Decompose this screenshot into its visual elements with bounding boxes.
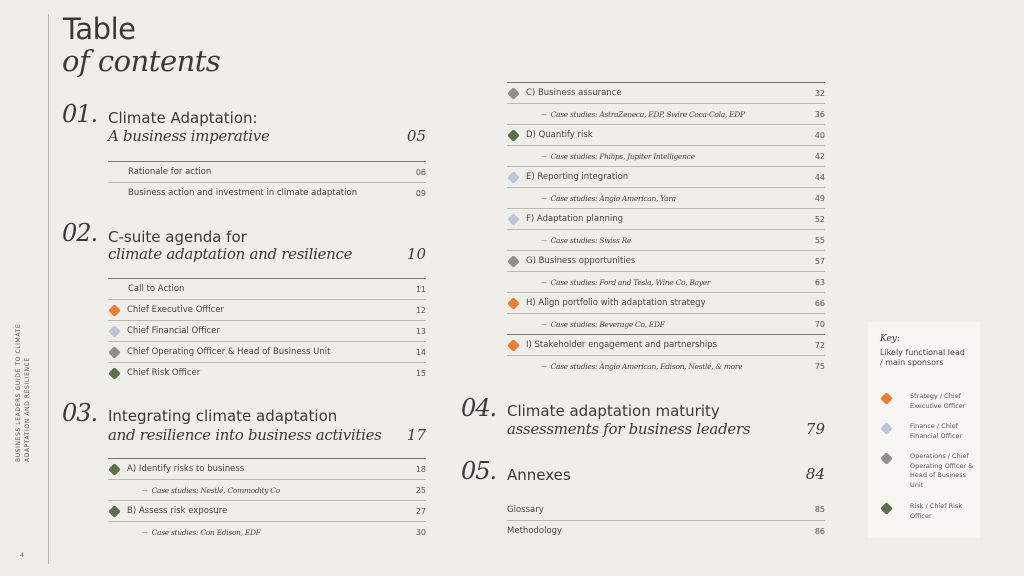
toc-entry[interactable]: C) Business assurance 32 [507, 82, 825, 103]
section-number: 02. [62, 219, 98, 247]
section-03-list [108, 458, 426, 542]
arrow-icon: → [541, 362, 547, 371]
toc-entry[interactable]: Rationale for action 06 [108, 161, 426, 182]
cro-diamond-icon [880, 502, 893, 515]
arrow-icon: → [142, 528, 148, 537]
key-subtitle: Likely functional lead / main sponsors [880, 348, 965, 367]
arrow-icon: → [541, 152, 547, 161]
section-page: 79 [805, 420, 825, 438]
toc-entry[interactable]: → Case studies: Ford and Tesla, Wine Co, Bayer 63 [507, 271, 825, 292]
ceo-diamond-icon [507, 339, 520, 352]
toc-entry[interactable]: Business action and investment in climate adaptation 09 [108, 182, 426, 203]
toc-entry[interactable]: B) Assess risk exposure 27 [108, 500, 426, 521]
section-page: 17 [406, 426, 426, 444]
page-title-line1: Table [63, 12, 136, 46]
coo-diamond-icon [880, 452, 893, 465]
arrow-icon: → [541, 194, 547, 203]
ceo-diamond-icon [108, 304, 121, 317]
section-page: 10 [406, 245, 426, 263]
section-03-continued-list [507, 82, 825, 376]
toc-entry[interactable]: Chief Operating Officer & Head of Business Unit 14 [108, 341, 426, 362]
toc-entry[interactable]: Chief Executive Officer 12 [108, 299, 426, 320]
section-03-heading[interactable] [62, 399, 428, 449]
toc-entry[interactable]: Chief Risk Officer 15 [108, 362, 426, 383]
section-number: 05. [461, 457, 497, 485]
toc-entry[interactable]: → Case studies: Anglo American, Yara 49 [507, 187, 825, 208]
toc-entry[interactable]: → Case studies: Con Edison, EDF 30 [108, 521, 426, 542]
ceo-diamond-icon [880, 392, 893, 405]
cro-diamond-icon [108, 367, 121, 380]
coo-diamond-icon [507, 87, 520, 100]
toc-entry[interactable]: → Case studies: Beverage Co, EDF 70 [507, 313, 825, 334]
toc-entry[interactable]: F) Adaptation planning 52 [507, 208, 825, 229]
section-title-line2: A business imperative [108, 127, 270, 145]
section-01-heading[interactable] [62, 100, 428, 145]
arrow-icon: → [541, 320, 547, 329]
page-number: 4 [20, 552, 24, 559]
toc-entry[interactable]: D) Quantify risk 40 [507, 124, 825, 145]
section-title-line1: Climate Adaptation: [108, 109, 258, 127]
section-title-line1: Integrating climate adaptation [108, 407, 338, 425]
toc-entry[interactable]: Methodology 86 [507, 520, 825, 541]
section-page: 05 [406, 127, 426, 145]
section-title-line1: C-suite agenda for [108, 228, 247, 246]
cfo-diamond-icon [507, 213, 520, 226]
arrow-icon: → [541, 110, 547, 119]
toc-entry[interactable]: Chief Financial Officer 13 [108, 320, 426, 341]
section-title-line2: and resilience into business activities [108, 426, 382, 444]
cro-diamond-icon [108, 505, 121, 518]
toc-entry[interactable]: → Case studies: AstraZeneca, EDP, Swire Coca-Cola, EDP 36 [507, 103, 825, 124]
arrow-icon: → [541, 278, 547, 287]
cfo-diamond-icon [507, 171, 520, 184]
section-04-heading[interactable] [461, 394, 827, 444]
toc-entry[interactable]: G) Business opportunities 57 [507, 250, 825, 271]
ceo-diamond-icon [507, 297, 520, 310]
section-title-line2: climate adaptation and resilience [108, 245, 353, 263]
toc-entry[interactable]: A) Identify risks to business 18 [108, 458, 426, 479]
toc-entry[interactable]: → Case studies: Philips, Jupiter Intelligence 42 [507, 145, 825, 166]
toc-entry[interactable]: H) Align portfolio with adaptation strategy 66 [507, 292, 825, 313]
key-item-operations: Operations / Chief Operating Officer & Head of Business Unit [880, 452, 975, 492]
section-title-line1: Annexes [507, 466, 571, 484]
toc-entry[interactable]: → Case studies: Swiss Re 55 [507, 229, 825, 250]
key-item-risk: Risk / Chief Risk Officer [880, 502, 975, 524]
section-05-heading[interactable] [461, 457, 827, 487]
section-number: 01. [62, 100, 98, 128]
key-title: Key: [880, 334, 900, 344]
toc-entry[interactable]: E) Reporting integration 44 [507, 166, 825, 187]
section-number: 04. [461, 394, 497, 422]
page-title-line2: of contents [62, 44, 221, 78]
vertical-running-title: BUSINESS LEADERS GUIDE TO CLIMATE ADAPTATION AND RESILIENCE [15, 323, 31, 462]
toc-entry[interactable]: Call to Action 11 [108, 278, 426, 299]
toc-entry[interactable]: I) Stakeholder engagement and partnerships 72 [507, 334, 825, 355]
sponsor-key-panel [868, 322, 980, 538]
section-02-heading[interactable] [62, 219, 428, 269]
cro-diamond-icon [108, 463, 121, 476]
section-02-list [108, 278, 426, 383]
cfo-diamond-icon [108, 325, 121, 338]
key-item-finance: Finance / Chief Financial Officer [880, 422, 975, 444]
section-title-line2: assessments for business leaders [507, 420, 751, 438]
key-item-strategy: Strategy / Chief Executive Officer [880, 392, 975, 414]
cfo-diamond-icon [880, 422, 893, 435]
cro-diamond-icon [507, 129, 520, 142]
arrow-icon: → [541, 236, 547, 245]
section-title-line1: Climate adaptation maturity [507, 402, 720, 420]
toc-entry[interactable]: → Case studies: Nestlé, Commodity Co 25 [108, 479, 426, 500]
section-page: 84 [805, 465, 825, 483]
section-01-list [108, 161, 426, 203]
section-number: 03. [62, 399, 98, 427]
arrow-icon: → [142, 486, 148, 495]
toc-entry[interactable]: Glossary 85 [507, 504, 825, 515]
coo-diamond-icon [507, 255, 520, 268]
margin-divider [48, 14, 49, 564]
toc-entry[interactable]: → Case studies: Anglo American, Edison, Nestlé, & more 75 [507, 355, 825, 376]
section-05-list [507, 499, 825, 541]
coo-diamond-icon [108, 346, 121, 359]
